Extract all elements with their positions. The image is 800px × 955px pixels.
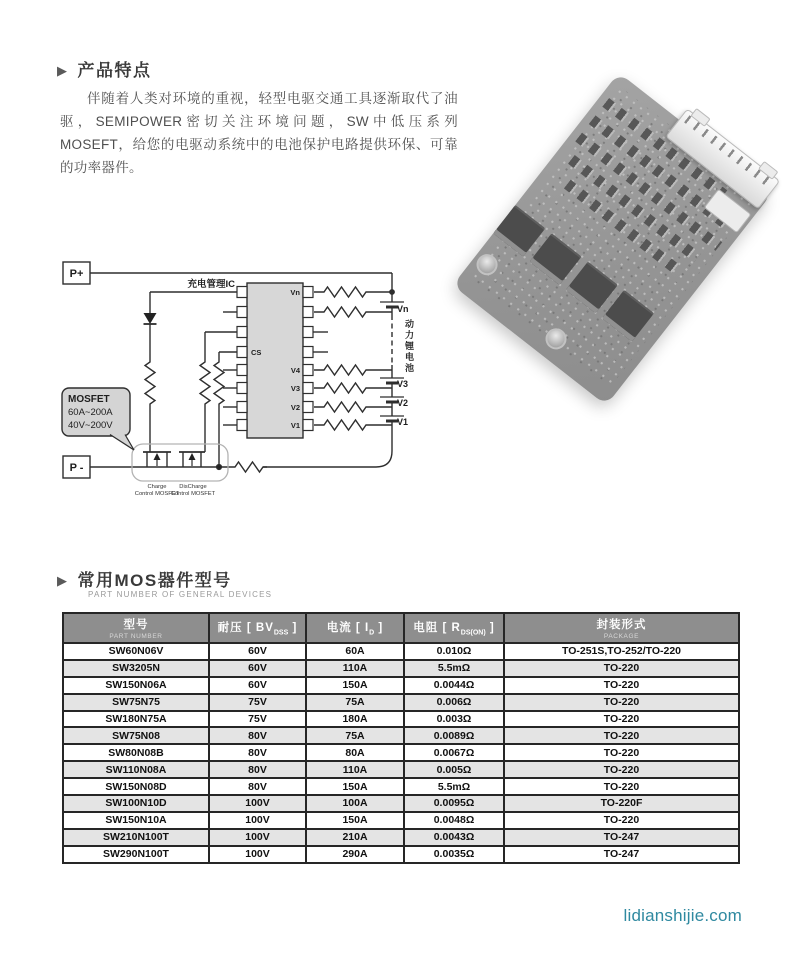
mos-table-title-text: 常用MOS器件型号 [77,571,232,590]
table-cell-bvdss: 75V [209,694,306,711]
table-cell-package: TO-251S,TO-252/TO-220 [504,643,739,660]
table-row [63,727,739,744]
pcb-board [453,73,773,406]
ic-cs-pin-label: CS [251,348,262,357]
table-cell-id: 150A [306,778,404,795]
battery-stack-label: 动力锂电池 [404,319,414,374]
table-cell-part_number: SW3205N [63,660,209,677]
col-header-id: 电流 [ $I_D$ ] [306,613,404,643]
table-cell-id: 150A [306,677,404,694]
table-cell-id: 110A [306,761,404,778]
table-cell-part_number: SW150N08D [63,778,209,795]
ic-pin-label-v4: V4 [290,366,300,375]
table-cell-part_number: SW110N08A [63,761,209,778]
table-row [63,778,739,795]
discharge-mosfet-symbol [179,452,205,467]
table-row [63,660,739,677]
circuit-diagram [35,255,430,510]
table-cell-id: 110A [306,660,404,677]
table-cell-rdson: 0.0048Ω [404,812,504,829]
table-cell-id: 75A [306,727,404,744]
protection-ic [247,283,303,438]
table-cell-rdson: 5.5mΩ [404,778,504,795]
ic-left-stubs [223,312,237,425]
table-cell-id: 60A [306,643,404,660]
table-cell-package: TO-220 [504,694,739,711]
table-cell-rdson: 0.0043Ω [404,829,504,846]
table-cell-rdson: 0.0044Ω [404,677,504,694]
sense-resistor [231,462,267,472]
table-cell-id: 290A [306,846,404,863]
triangle-bullet-icon: ▶ [57,573,69,588]
intro-paragraph: 伴随着人类对环境的重视，轻型电驱交通工具逐渐取代了油驱，SEMIPOWER密切关注环境问题，SW中低压系列MOSEFT，给您的电驱动系统中的电池保护电路提供环保、可靠的功率器件。 [60,91,458,175]
charge-mosfet-symbol [143,452,171,467]
table-cell-package: TO-220F [504,795,739,812]
table-cell-id: 75A [306,694,404,711]
p-minus-label: P - [69,462,84,474]
table-cell-part_number: SW180N75A [63,711,209,728]
table-cell-bvdss: 80V [209,761,306,778]
table-cell-package: TO-220 [504,744,739,761]
table-cell-bvdss: 75V [209,711,306,728]
col-header-bvdss: 耐压 [ $BV_{DSS}$ ] [209,613,306,643]
table-cell-bvdss: 80V [209,727,306,744]
table-cell-part_number: SW80N08B [63,744,209,761]
table-cell-part_number: SW60N06V [63,643,209,660]
table-cell-bvdss: 60V [209,660,306,677]
ic-pin-label-v3: V3 [290,384,300,393]
table-cell-bvdss: 80V [209,744,306,761]
table-cell-part_number: SW100N10D [63,795,209,812]
battery-label-v2: V2 [397,398,409,408]
table-cell-package: TO-220 [504,727,739,744]
table-cell-package: TO-220 [504,761,739,778]
callout-voltage-range: 40V~200V [68,420,113,431]
table-row [63,744,739,761]
table-cell-rdson: 0.005Ω [404,761,504,778]
table-cell-bvdss: 100V [209,829,306,846]
table-cell-rdson: 5.5mΩ [404,660,504,677]
circuit-svg [35,255,430,510]
charge-mosfet-caption: Charge [147,484,167,490]
ic-pin-label-v1: V1 [290,421,300,430]
table-cell-id: 180A [306,711,404,728]
ic-pin-label-v2: V2 [290,403,300,412]
battery-label-v1: V1 [397,417,409,427]
battery-label-vn: Vn [397,304,409,314]
table-row [63,643,739,660]
table-cell-bvdss: 80V [209,778,306,795]
table-cell-bvdss: 100V [209,812,306,829]
table-cell-rdson: 0.003Ω [404,711,504,728]
callout-title: MOSFET [68,394,110,405]
callout-current-range: 60A~200A [68,407,113,418]
table-cell-part_number: SW290N100T [63,846,209,863]
mos-table-body [63,643,739,863]
table-cell-package: TO-220 [504,711,739,728]
table-cell-id: 100A [306,795,404,812]
cell-sense-resistors [313,287,392,430]
discharge-mosfet-caption: DisCharge [179,484,207,490]
charge-ic-label: 充电管理IC [187,279,235,290]
table-row [63,694,739,711]
p-plus-label: P+ [69,268,84,280]
table-cell-bvdss: 60V [209,643,306,660]
table-cell-part_number: SW210N100T [63,829,209,846]
gate-drive-branches [200,332,237,469]
table-cell-package: TO-247 [504,829,739,846]
table-cell-bvdss: 100V [209,846,306,863]
table-cell-rdson: 0.0095Ω [404,795,504,812]
features-title-text: 产品特点 [77,61,152,80]
table-cell-package: TO-220 [504,812,739,829]
table-cell-package: TO-220 [504,660,739,677]
table-cell-package: TO-220 [504,677,739,694]
table-row [63,711,739,728]
table-cell-part_number: SW75N08 [63,727,209,744]
pcb-photo [445,80,790,400]
svg-text:Control MOSFET: Control MOSFET [170,491,216,497]
table-row [63,812,739,829]
triangle-bullet-icon: ▶ [57,63,69,78]
table-cell-rdson: 0.006Ω [404,694,504,711]
table-cell-rdson: 0.0067Ω [404,744,504,761]
table-row [63,761,739,778]
table-cell-id: 80A [306,744,404,761]
table-row [63,677,739,694]
battery-label-v3: V3 [397,379,409,389]
table-cell-id: 210A [306,829,404,846]
table-row [63,846,739,863]
section-title-mos-table [57,566,232,591]
table-cell-part_number: SW150N06A [63,677,209,694]
col-header-package: 封装形式 PACKAGE [504,613,739,643]
table-cell-package: TO-247 [504,846,739,863]
col-header-rdson: 电阻 [ $R_{DS(ON)}$ ] [404,613,504,643]
table-cell-id: 150A [306,812,404,829]
section-title-features [57,56,152,81]
table-cell-rdson: 0.0089Ω [404,727,504,744]
table-cell-rdson: 0.010Ω [404,643,504,660]
table-row [63,795,739,812]
table-header-row [63,613,739,643]
table-cell-bvdss: 60V [209,677,306,694]
table-cell-bvdss: 100V [209,795,306,812]
table-cell-rdson: 0.0035Ω [404,846,504,863]
site-link[interactable]: lidianshijie.com [623,906,742,925]
diode-icon [144,313,157,324]
mos-table [62,612,740,864]
table-cell-package: TO-220 [504,778,739,795]
table-cell-part_number: SW150N10A [63,812,209,829]
mos-table-subtitle: PART NUMBER OF GENERAL DEVICES [88,590,273,599]
svg-text:Control MOSFET: Control MOSFET [134,491,180,497]
ic-pin-label-vn: Vn [290,288,300,297]
col-header-part-number: 型号 PART NUMBER [63,613,209,643]
table-row [63,829,739,846]
table-cell-part_number: SW75N75 [63,694,209,711]
